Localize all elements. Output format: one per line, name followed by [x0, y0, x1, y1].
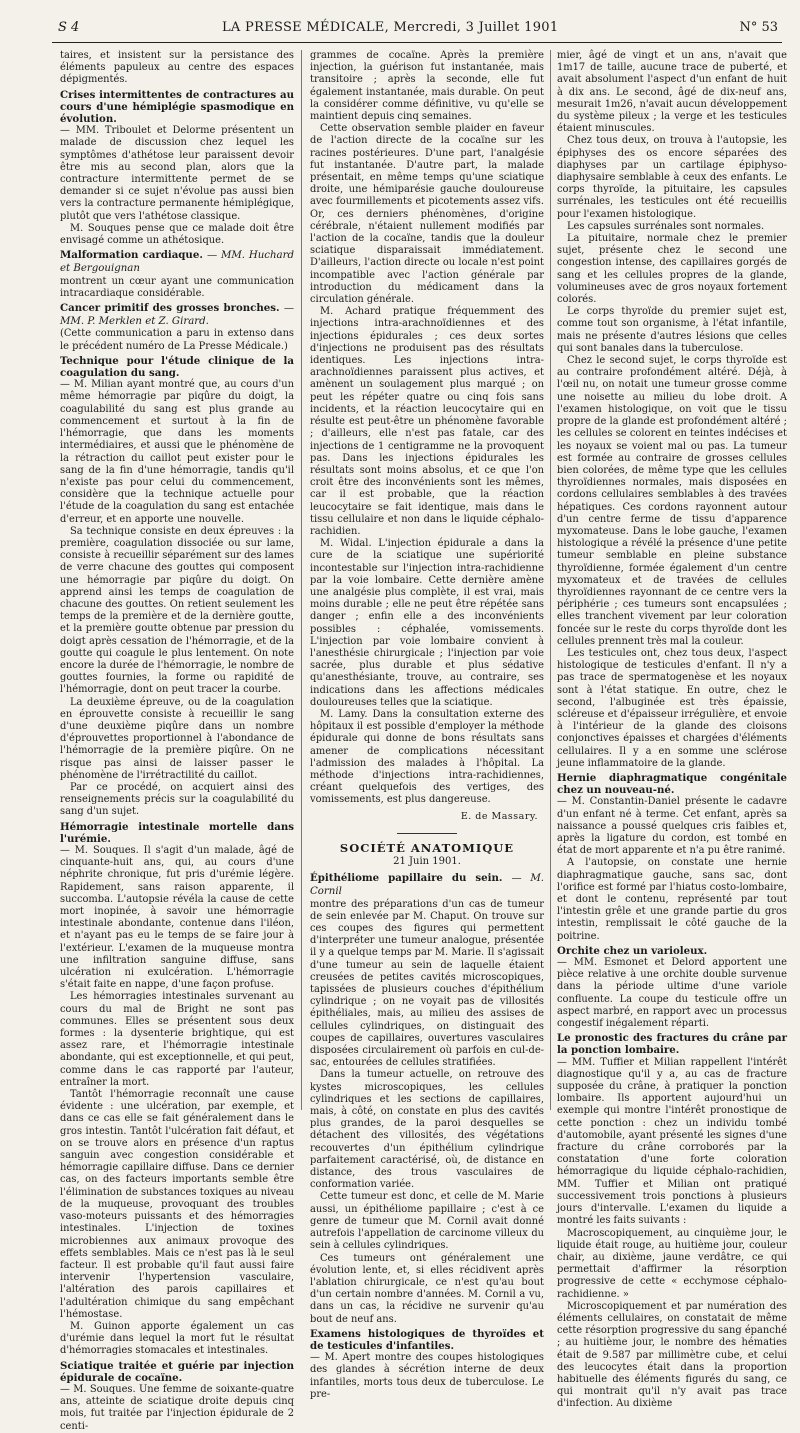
paragraph: — M. Constantin-Daniel présente le cadavre d'un enfant né à terme. Cet enfant, après sa naissance a poussé quelques cris faibles et, après la ligature du cordon, est tombé en état de mort apparente et n'a pu être ranimé.	[557, 796, 787, 857]
paragraph: (Cette communication a paru in extenso dans le précédent numéro de La Presse Médicale.)	[60, 328, 294, 352]
heading-text: Cancer primitif des grosses bronches.	[60, 302, 280, 315]
paragraph: M. Guinon apporte également un cas d'urémie dans lequel la mort fut le résultat d'hémorragies stomacales et intestinales.	[60, 1320, 294, 1357]
paragraph: montrent un cœur ayant une communication intracardiaque considérable.	[60, 275, 294, 299]
page-mark: S 4	[58, 20, 80, 35]
paragraph: Dans la tumeur actuelle, on retrouve des kystes microscopiques, les cellules cylindriques et les sections de capillaires, mais, à côté, on constate en plus des cavités plus grandes, de la paroi desquelles se détachent des villosités, des végétations recouvertes d'un épithélium cylindrique parfaitement caractérisé, où, de distance en distance, des trous vasculaires de conformation variée.	[310, 1069, 544, 1191]
section-divider	[397, 833, 457, 834]
paragraph: M. Achard pratique fréquemment des injections intra-arachnoïdiennes et des injections épidurales ; ces deux sortes d'injections ne produisent pas des résultats identiques. Les injections intra-arachnoïdiennes paraissent plus actives, et amènent un soulagement plus marqué ; on peut les répéter quatre ou cinq fois sans incidents, et la réaction leucocytaire qui en résulte est peut-être un phénomène favorable ; d'ailleurs, elle n'est pas fatale, car des injections de 1 centigramme ne la provoquent pas. Dans les injections épidurales les résultats sont moins absolus, et ce que l'on croit être des inconvénients sont les mêmes, car il est probable, que la réaction leucocytaire se fait identique, mais dans le tissu cellulaire et non dans le liquide céphalo-rachidien.	[310, 306, 544, 537]
paragraph: — M. Souques. Une femme de soixante-quatre ans, atteinte de sciatique droite depuis cinq mois, fut traitée par l'injection épidurale de 2 centi-	[60, 1383, 294, 1432]
paragraph: Les capsules surrénales sont normales.	[567, 220, 765, 232]
paragraph: M. Lamy. Dans la consultation externe des hôpitaux il est possible d'employer la méthode épidurale qui donne de bons résultats sans amener de complications nécessitant l'admission des malades à l'hôpital. La méthode d'injections intra-rachidiennes, créant quelquefois des vertiges, des vomissements, est plus dangereuse.	[310, 708, 544, 806]
paragraph: Cette observation semble plaider en faveur de l'action directe de la cocaïne sur les racines postérieures. D'une part, l'analgésie fut instantanée. D'autre part, la malade présentait, en même temps qu'une sciatique droite, une hémiparésie gauche douloureuse avec fourmillements et picotements assez vifs. Or, ces derniers phénomènes, d'origine cérébrale, n'étaient nullement modifiés par l'action de la cocaïne, tandis que la douleur sciatique disparaissait immédiatement. D'ailleurs, l'action directe ou locale n'est point incompatible avec l'action générale par introduction du médicament dans la circulation générale.	[310, 123, 544, 306]
paragraph: — MM. Tuffier et Milian rappellent l'intérêt diagnostique qu'il y a, au cas de fracture supposée du crâne, à pratiquer la ponction lombaire. Ils apportent aujourd'hui un exemple qui montre l'intérêt pronostique de cette ponction : chez un individu tombé d'automobile, ayant présenté les signes d'une fracture du crâne corroborés par la constatation d'une forte coloration hémorragique du liquide céphalo-rachidien, MM. Tuffier et Milian ont pratiqué successivement trois ponctions à plusieurs jours d'intervalle. L'examen du liquide a montré les faits suivants :	[557, 1056, 787, 1227]
heading-text: Malformation cardiaque.	[60, 249, 203, 262]
paragraph: grammes de cocaïne. Après la première injection, la guérison fut instantanée, mais transitoire ; après la seconde, elle fut également instantanée, mais durable. On peut la considérer comme définitive, vu qu'elle se maintient depuis cinq semaines.	[310, 50, 544, 123]
paragraph: Par ce procédé, on acquiert ainsi des renseignements précis sur la coagulabilité du sang d'un sujet.	[60, 781, 294, 818]
paragraph: Macroscopiquement, au cinquième jour, le liquide était rouge, au huitième jour, couleur chair, au dixième, jaune verdâtre, ce qui permettait d'affirmer la résorption progressive de cette « ecchymose céphalo-rachidienne. »	[557, 1227, 787, 1300]
article-heading	[60, 249, 294, 275]
article-heading	[60, 302, 294, 328]
article-heading: Hernie diaphragmatique congénitale chez un nouveau-né.	[557, 771, 787, 797]
paragraph: Microscopiquement et par numération des éléments cellulaires, on constatait de même cette résorption progressive du sang épanché ; au huitième jour, le nombre des hématies était de 9.587 par millimètre cube, et celui des leucocytes était dans la proportion habituelle des éléments figurés du sang, ce qui montrait qu'il n'y avait pas trace d'infection. Au dixième	[557, 1300, 787, 1410]
paragraph: M. Souques pense que ce malade doit être envisagé comme un athétosique.	[60, 222, 294, 247]
paragraph: — MM. Triboulet et Delorme présentent un malade de discussion chez lequel les symptômes d'athétose leur paraissent devoir être mis au second plan, alors que la contracture intermittente permet de se demander si ce sujet n'évolue pas aussi bien vers la contracture permanente hémiplégique, plutôt que vers l'athétose classique.	[60, 125, 294, 222]
heading-authors: — M. Cornil	[310, 873, 545, 898]
paragraph: Cette tumeur est donc, et celle de M. Marie aussi, un épithéliome papillaire ; c'est à ce genre de tumeur que M. Cornil avait donné autrefois l'appellation de carcinome villeux du sein à cellules cylindriques.	[310, 1191, 544, 1252]
column-2	[310, 50, 545, 1400]
section-title: SOCIÉTÉ ANATOMIQUE	[339, 840, 515, 855]
article-heading: Orchite chez un varioleux.	[557, 944, 708, 957]
column-3	[557, 50, 787, 1410]
paragraph: M. Widal. L'injection épidurale a dans la cure de la sciatique une supériorité incontestable sur l'injection intra-rachidienne par la voie lombaire. Cette dernière amène une analgésie plus complète, il est vrai, mais moins durable ; elle ne peut être répétée sans danger ; enfin elle a des inconvénients possibles : céphalée, vomissements. L'injection par voie lombaire convient à l'anesthésie chirurgicale ; l'injection par voie sacrée, plus durable et plus sédative qu'anesthésiante, trouve, au contraire, ses indications dans les affections médicales douloureuses telles que la sciatique.	[310, 538, 544, 708]
paragraph: La pituitaire, normale chez le premier sujet, présente chez le second une congestion intense, des capillaires gorgés de sang et les cellules propres de la glande, volumineuses avec de gros noyaux fortement colorés.	[557, 233, 787, 306]
paragraph: Chez le second sujet, le corps thyroïde est au contraire profondément altéré. Déjà, à l'œil nu, on notait une tumeur grosse comme une noisette au milieu du lobe droit. A l'examen histologique, on voit que le tissu propre de la glande est profondément altéré ; les cellules se colorent en teintes indécises et les noyaux se voient mal ou pas. La tumeur est formée au contraire de grosses cellules bien colorées, de même type que les cellules thyroïdiennes normales, mais disposées en cordons cellulaires semblables à des travées hépatiques. Ces cordons rayonnent autour d'un centre ferme de tissu d'apparence myxomateuse. Dans le lobe gauche, l'examen histologique a révélé la présence d'une petite tumeur semblable en pleine substance thyroïdienne, formée également d'un centre myxomateux et de travées de cellules thyroïdiennes rayonnant de ce centre vers la périphérie ; ces tumeurs sont encapsulées ; elles tranchent vivement par leur coloration foncée sur le reste du corps thyroïde dont les cellules prennent très mal la couleur.	[557, 355, 787, 647]
article-heading: Le pronostic des fractures du crâne par la ponction lombaire.	[557, 1032, 787, 1057]
heading-text: Épithéliome papillaire du sein.	[310, 872, 503, 885]
paragraph: taires, et insistent sur la persistance des éléments papuleux au centre des espaces dépigmentés.	[60, 50, 294, 86]
journal-title-date: LA PRESSE MÉDICALE, Mercredi, 3 Juillet 1901	[222, 20, 559, 35]
section-date: 21 Juin 1901.	[393, 856, 461, 867]
column-rule	[550, 50, 551, 1110]
article-heading	[310, 872, 544, 898]
paragraph: Ces tumeurs ont généralement une évolution lente, et, si elles récidivent après l'ablation chirurgicale, ce n'est qu'au bout d'un certain nombre d'années. M. Cornil a vu, dans un cas, la récidive ne survenir qu'au bout de neuf ans.	[310, 1252, 544, 1325]
paragraph: Les hémorragies intestinales survenant au cours du mal de Bright ne sont pas communes. Elles se présentent sous deux formes : la dysenterie brightique, qui est assez rare, et l'hémorragie intestinale abondante, qui est exceptionnelle, et qui peut, comme dans le cas rapporté par l'auteur, entraîner la mort.	[60, 991, 294, 1088]
paragraph: mier, âgé de vingt et un ans, n'avait que 1m17 de taille, aucune trace de puberté, et avait absolument l'aspect d'un enfant de huit à dix ans. Le second, âgé de dix-neuf ans, mesurait 1m26, n'avait aucun développement du système pileux ; la verge et les testicules étaient minuscules.	[557, 50, 787, 135]
paragraph: montre des préparations d'un cas de tumeur de sein enlevée par M. Chaput. On trouve sur ces coupes des figures qui permettent d'interpréter une tumeur analogue, présentée il y a quelque temps par M. Marie. Il s'agissait d'une tumeur au sein de laquelle étaient creusées de petites cavités microscopiques, tapissées de plusieurs couches d'épithélium cylindrique ; on ne voyait pas de villosités épithéliales, mais, au milieu des assises de cellules cylindriques, on distinguait des coupes de capillaires, ouvertures vasculaires disposées circulairement où parfois en cul-de-sac, entourées de cellules stratifiées.	[310, 898, 544, 1069]
paragraph: — MM. Esmonet et Delord apportent une pièce relative à une orchite double survenue dans la période ultime d'une variole confluente. La coupe du testicule offre un aspect marbré, en rapport avec un processus congestif inégalement réparti.	[557, 957, 787, 1030]
author-signature: E. de Massary.	[460, 810, 538, 822]
article-heading: Technique pour l'étude clinique de la coagulation du sang.	[60, 354, 294, 380]
article-heading: Hémorragie intestinale mortelle dans l'urémie.	[60, 820, 294, 845]
paragraph: Chez tous deux, on trouva à l'autopsie, les épiphyses des os encore séparées des diaphyses par un cartilage épiphyso-diaphysaire semblable à ceux des enfants. Le corps thyroïde, la pituitaire, les capsules surrénales, les testicules ont été recueillis pour l'examen histologique.	[557, 135, 787, 220]
article-heading: Sciatique traitée et guérie par injection épidurale de cocaïne.	[60, 1359, 294, 1384]
column-rule	[301, 50, 302, 1110]
paragraph: Tantôt l'hémorragie reconnaît une cause évidente : une ulcération, par exemple, et dans ce cas elle se fait généralement dans le gros intestin. Tantôt l'ulcération fait défaut, et on se trouve alors en présence d'un raptus sanguin avec congestion considérable et hémorragie capillaire diffuse. Dans ce dernier cas, on des facteurs importants semble être l'élimination de substances toxiques au niveau de la muqueuse, provoquant des troubles vaso-moteurs puissants et des hémorragies intestinales. L'injection de toxines microbiennes aux animaux provoque des effets semblables. Mais ce n'est pas là le seul facteur. Il est probable qu'il faut aussi faire intervenir l'hypertension vasculaire, l'altération des parois capillaires et l'adultération chimique du sang empêchant l'hémostase.	[60, 1089, 294, 1320]
paragraph: Les testicules ont, chez tous deux, l'aspect histologique de testicules d'enfant. Il n'y a pas trace de spermatogenèse et les noyaux sont à l'état statique. En outre, chez le second, l'albuginée est très épaissie, scléreuse et d'épaisseur irrégulière, et envoie à l'intérieur de la glande des cloisons conjonctives épaisses et chargées d'éléments cellulaires. Il y a en somme une sclérose jeune inflammatoire de la glande.	[557, 647, 787, 769]
heading-authors: — MM. Huchard et Bergouignan	[60, 250, 294, 275]
column-1	[60, 50, 294, 1432]
issue-number: N° 53	[739, 20, 778, 35]
paragraph: — M. Souques. Il s'agit d'un malade, âgé de cinquante-huit ans, qui, au cours d'une néphrite chronique, fut pris d'urémie légère. Rapidement, sans raison apparente, il succomba. L'autopsie révéla la cause de cette mort inopinée, à savoir une hémorragie intestinale abondante, contenue dans l'iléon, et n'ayant pas eu le temps de se faire jour à l'extérieur. L'examen de la muqueuse montra une infiltration sanguine diffuse, sans ulcération ni exulcération. L'hémorragie s'était faite en nappe, d'une façon profuse.	[60, 845, 294, 991]
paragraph: Sa technique consiste en deux épreuves : la première, coagulation dissociée ou sur lame, consiste à recueillir séparément sur des lames de verre chacune des gouttes qui composent une hémorragie par piqûre du doigt. On apprend ainsi les temps de coagulation de chacune des gouttes. On retient seulement les temps de la première et de la dernière goutte, et la première goutte obtenue par pression du doigt après cessation de l'hémorragie, et de la goutte qui coagule le plus lentement. On note encore la durée de l'hémorragie, le nombre de gouttes fournies, la forme ou rapidité de l'hémorragie, dont on peut tracer la courbe.	[60, 525, 294, 696]
heading-authors: — MM. P. Merklen et Z. Girard.	[60, 303, 294, 328]
page-header	[52, 20, 782, 43]
paragraph: A l'autopsie, on constate une hernie diaphragmatique gauche, sans sac, dont l'orifice est formé par l'hiatus costo-lombaire, et dont le contenu, représenté par tout l'intestin grêle et une grande partie du gros intestin, remplissait le côté gauche de la poitrine.	[557, 857, 787, 942]
paragraph: — M. Milian ayant montré que, au cours d'un même hémorragie par piqûre du doigt, la coagulabilité du sang est plus grande au commencement et surtout à la fin de l'hémorragie, que dans les moments intermédiaires, et aussi que le phénomène de la rétraction du caillot peut exister pour le sang de la fin d'une hémorragie, tandis qu'il n'existe pas pour celui du commencement, considère que la technique actuelle pour l'étude de la coagulation du sang est entachée d'erreur, et en apporte une nouvelle.	[60, 379, 294, 525]
article-heading: Crises intermittentes de contractures au cours d'une hémiplégie spasmodique en évolution.	[60, 88, 294, 126]
paragraph: — M. Apert montre des coupes histologiques des glandes à sécrétion interne de deux infantiles, morts tous deux de tuberculose. Le pre-	[310, 1352, 544, 1400]
paragraph: La deuxième épreuve, ou de la coagulation en éprouvette consiste à recueillir le sang d'une deuxième piqûre dans un nombre d'éprouvettes proportionnel à l'abondance de l'hémorragie de la première piqûre. On ne risque pas ainsi de laisser passer le phénomène de l'irrétractilité du caillot.	[60, 696, 294, 781]
paragraph: Le corps thyroïde du premier sujet est, comme tout son organisme, à l'état infantile, mais ne présente d'autres lésions que celles qui sont banales dans la tuberculose.	[557, 306, 787, 354]
article-heading: Examens histologiques de thyroïdes et de testicules d'infantiles.	[310, 1327, 544, 1352]
